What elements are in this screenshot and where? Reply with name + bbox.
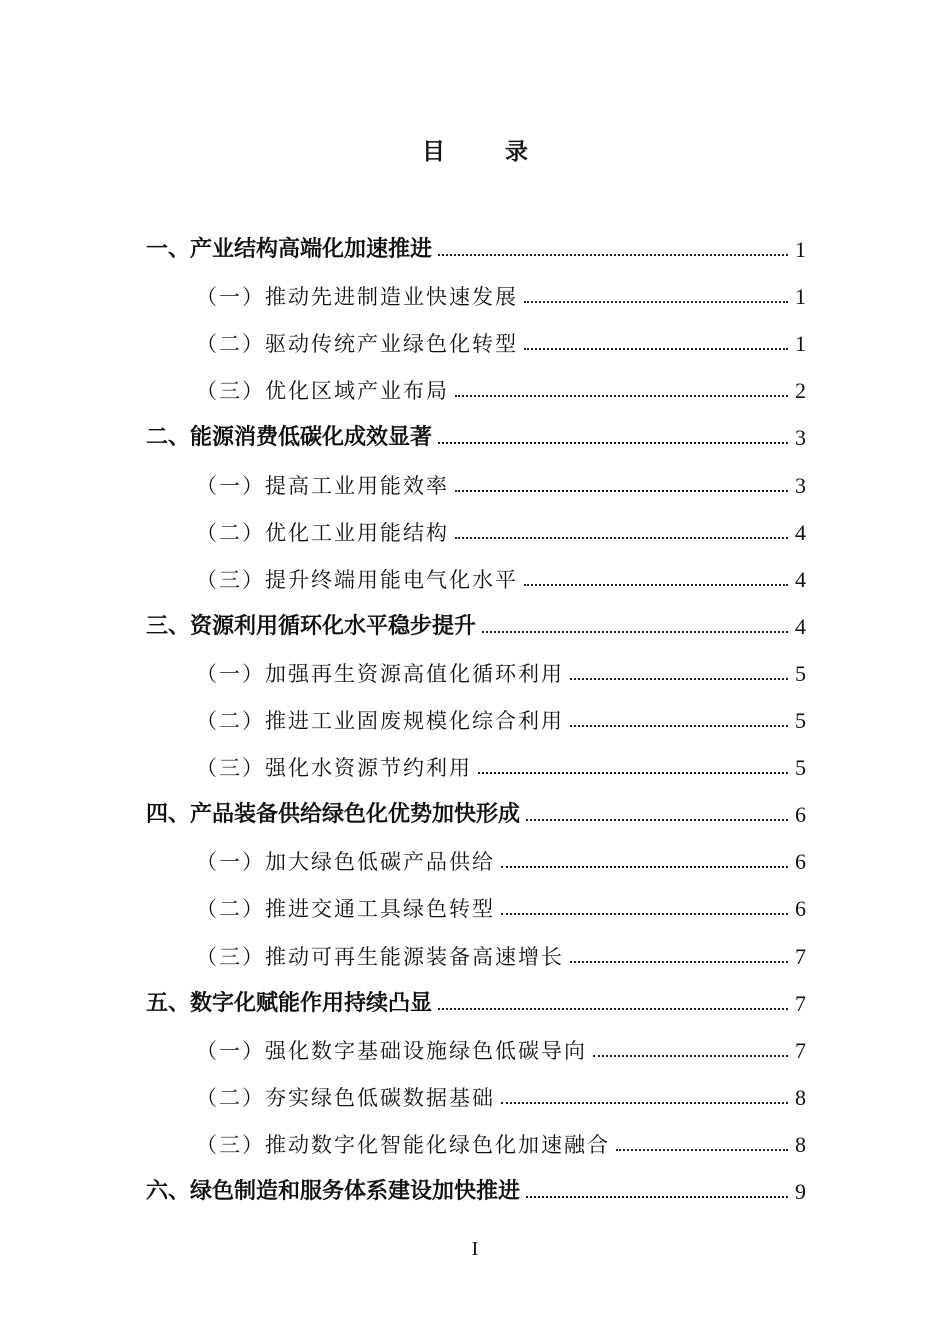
toc-entry-page-number: 6 [795,849,806,875]
toc-section-entry[interactable] [146,602,806,642]
toc-entry-page-number: 1 [795,237,806,262]
toc-entry-page-number: 4 [795,613,806,639]
toc-dot-leader [570,961,788,963]
toc-entry-page-number: 4 [795,519,806,545]
toc-dot-leader [526,819,788,821]
toc-subsection-entry[interactable] [196,743,806,783]
toc-subsection-entry[interactable] [196,366,806,406]
toc-entry-title: （一）加大绿色低碳产品供给 [196,850,495,875]
toc-entry-title: 二、能源消费低碳化成效显著 [146,425,433,451]
toc-section-entry[interactable] [146,1167,806,1207]
toc-subsection-entry[interactable] [196,461,806,501]
toc-entry-title: （三）优化区域产业布局 [196,379,449,404]
toc-dot-leader [526,1196,788,1198]
toc-subsection-entry[interactable] [196,649,806,689]
toc-entry-page-number: 1 [795,284,806,310]
toc-dot-leader [501,1102,788,1104]
toc-dot-leader [570,725,788,727]
toc-entry-title: （二）驱动传统产业绿色化转型 [196,332,518,357]
toc-entry-page-number: 2 [795,378,806,404]
toc-entry-page-number: 3 [795,472,806,498]
toc-subsection-entry[interactable] [196,555,806,595]
toc-dot-leader [524,348,788,350]
toc-dot-leader [455,490,788,492]
toc-title: 目 录 [421,139,554,165]
toc-entry-title: 六、绿色制造和服务体系建设加快推进 [146,1179,521,1204]
toc-dot-leader [455,537,788,539]
toc-dot-leader [501,866,788,868]
toc-dot-leader [616,1149,788,1151]
toc-entry-page-number: 6 [795,802,806,828]
toc-section-entry[interactable] [146,790,806,830]
toc-entry-title: 三、资源利用循环化水平稳步提升 [146,613,477,639]
toc-entry-page-number: 7 [795,1037,806,1063]
toc-entry-title: （二）优化工业用能结构 [196,520,449,545]
toc-subsection-entry[interactable] [196,508,806,548]
toc-entry-page-number: 1 [795,331,806,357]
toc-entry-page-number: 5 [795,708,806,733]
toc-entry-title: （三）提升终端用能电气化水平 [196,567,518,592]
toc-entry-page-number: 8 [795,1084,806,1110]
toc-subsection-entry[interactable] [196,1026,806,1066]
toc-subsection-entry[interactable] [196,837,806,877]
toc-entry-page-number: 6 [795,896,806,922]
toc-dot-leader [524,301,788,303]
toc-dot-leader [524,584,788,586]
toc-dot-leader [570,678,788,680]
toc-section-entry[interactable] [146,979,806,1019]
toc-entry-title: （一）加强再生资源高值化循环利用 [196,661,564,686]
toc-entry-title: （二）夯实绿色低碳数据基础 [196,1085,495,1110]
toc-entry-page-number: 8 [795,1131,806,1157]
toc-section-entry[interactable] [146,413,806,453]
toc-entry-page-number: 4 [795,566,806,592]
toc-entry-title: （一）推动先进制造业快速发展 [196,285,518,310]
toc-entry-title: （二）推进工业固废规模化综合利用 [196,709,564,733]
toc-subsection-entry[interactable] [196,319,806,359]
toc-entry-page-number: 3 [795,425,806,451]
toc-entry-page-number: 7 [795,990,806,1016]
toc-dot-leader [438,1008,788,1010]
toc-subsection-entry[interactable] [196,1073,806,1113]
toc-dot-leader [482,631,788,633]
toc-dot-leader [455,395,788,397]
toc-dot-leader [501,913,788,915]
toc-entry-title: （二）推进交通工具绿色转型 [196,897,495,922]
toc-dot-leader [438,442,788,444]
toc-entry-title: （一）提高工业用能效率 [196,473,449,498]
page-number: I [471,1238,479,1260]
toc-dot-leader [478,772,788,774]
toc-entry-title: 一、产业结构高端化加速推进 [146,237,433,262]
toc-subsection-entry[interactable] [196,696,806,736]
toc-subsection-entry[interactable] [196,932,806,972]
toc-dot-leader [438,254,788,256]
toc-entry-title: （三）强化水资源节约利用 [196,756,472,781]
toc-entry-title: （一）强化数字基础设施绿色低碳导向 [196,1038,587,1063]
toc-entry-title: 四、产品装备供给绿色化优势加快形成 [146,802,521,828]
toc-section-entry[interactable] [146,225,806,265]
toc-entry-title: （三）推动数字化智能化绿色化加速融合 [196,1132,610,1157]
toc-dot-leader [593,1055,788,1057]
toc-entry-page-number: 5 [795,755,806,781]
toc-entry-page-number: 7 [795,943,806,969]
toc-subsection-entry[interactable] [196,272,806,312]
toc-entry-title: 五、数字化赋能作用持续凸显 [146,990,433,1016]
toc-entry-page-number: 5 [795,660,806,686]
toc-subsection-entry[interactable] [196,884,806,924]
toc-entry-page-number: 9 [795,1179,806,1204]
toc-subsection-entry[interactable] [196,1120,806,1160]
toc-entry-title: （三）推动可再生能源装备高速增长 [196,944,564,969]
